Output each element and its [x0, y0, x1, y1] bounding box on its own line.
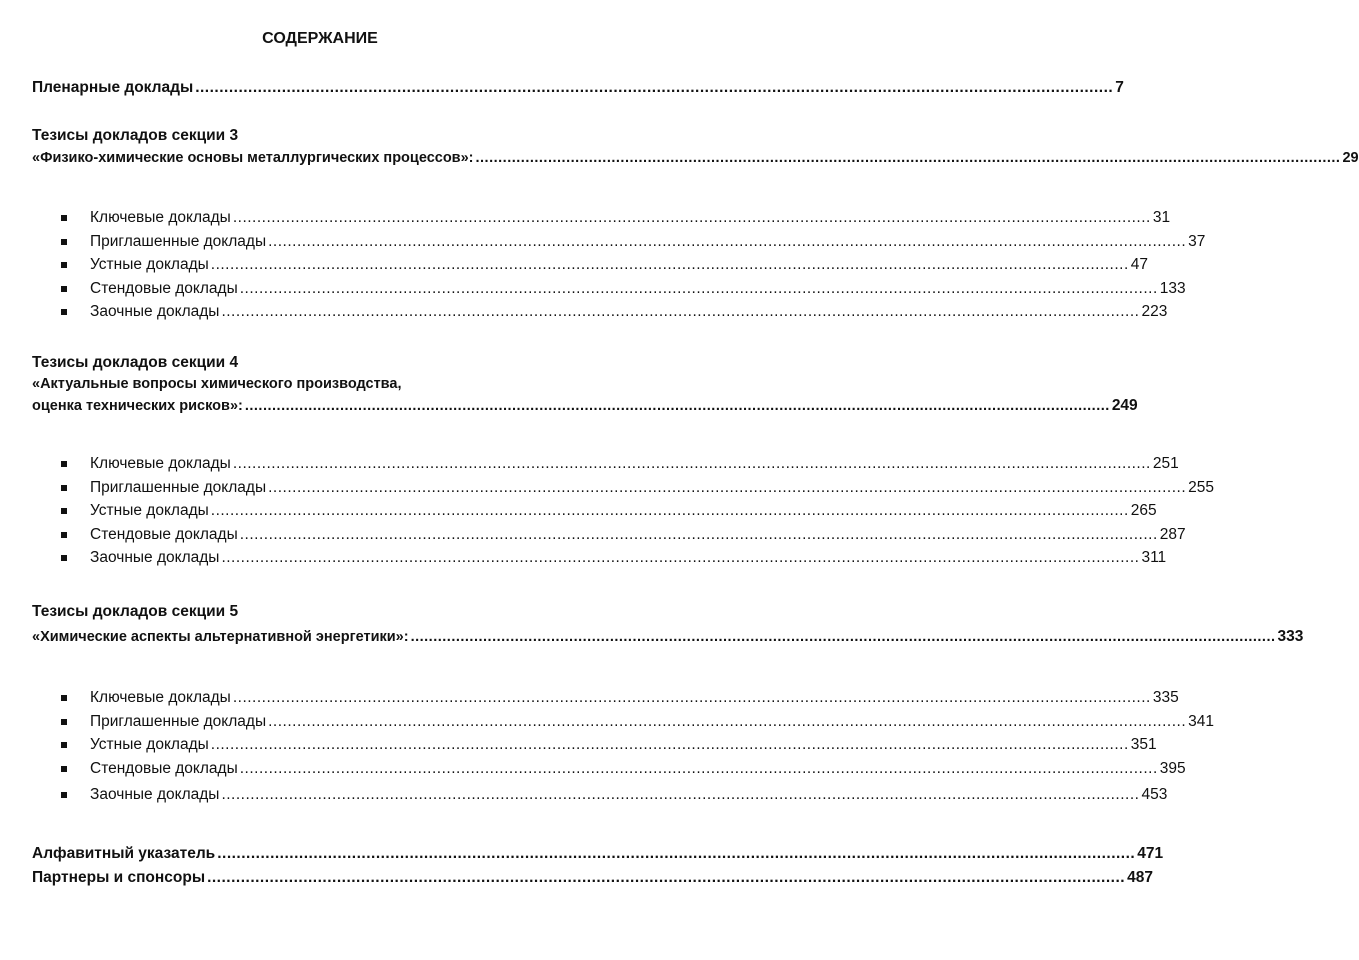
- toc-entry-section-5[interactable]: [32, 628, 1304, 646]
- dot-leader: ...............................................................................................................................................................................................: [475, 150, 1341, 166]
- page-title: СОДЕРЖАНИЕ: [262, 30, 378, 47]
- dot-leader: ...............................................................................................................................................................................................: [268, 233, 1187, 250]
- toc-page-number: 471: [1137, 845, 1164, 862]
- toc-label: оценка технических рисков»:: [32, 398, 243, 414]
- toc-entry-plenary[interactable]: [32, 79, 1124, 97]
- toc-page-number: 37: [1188, 233, 1206, 250]
- toc-item[interactable]: [90, 526, 1186, 544]
- dot-leader: ...............................................................................................................................................................................................: [221, 303, 1140, 320]
- bullet-icon: [61, 461, 67, 467]
- dot-leader: ...............................................................................................................................................................................................: [210, 502, 1129, 519]
- toc-item[interactable]: [90, 479, 1215, 497]
- bullet-icon: [61, 508, 67, 514]
- toc-page-number: 453: [1141, 786, 1168, 803]
- bullet-icon: [61, 792, 67, 798]
- toc-label: Стендовые доклады: [90, 526, 238, 543]
- toc-label: «Физико-химические основы металлургических процессов»:: [32, 150, 474, 166]
- toc-page-number: 47: [1130, 256, 1149, 273]
- section-3-heading: Тезисы докладов секции 3: [32, 127, 239, 144]
- toc-item[interactable]: [90, 760, 1186, 778]
- bullet-icon: [61, 766, 67, 772]
- toc-label: Ключевые доклады: [90, 689, 231, 706]
- toc-label: Ключевые доклады: [90, 455, 231, 472]
- toc-item[interactable]: [90, 280, 1186, 298]
- toc-item[interactable]: [90, 736, 1157, 754]
- toc-page-number: 133: [1159, 280, 1186, 297]
- toc-label: Стендовые доклады: [90, 280, 238, 297]
- toc-page-number: 223: [1141, 303, 1168, 320]
- toc-page-number: 395: [1159, 760, 1186, 777]
- toc-page-number: 249: [1111, 397, 1138, 414]
- bullet-icon: [61, 555, 67, 561]
- toc-label: Заочные доклады: [90, 786, 220, 803]
- toc-page-number: 265: [1130, 502, 1157, 519]
- toc-item[interactable]: [90, 209, 1171, 227]
- toc-entry-index[interactable]: [32, 845, 1164, 863]
- dot-leader: ...............................................................................................................................................................................................: [217, 845, 1136, 862]
- toc-page-number: 341: [1188, 713, 1215, 730]
- toc-label: Устные доклады: [90, 736, 209, 753]
- toc-label: Ключевые доклады: [90, 209, 231, 226]
- toc-page-number: 335: [1152, 689, 1179, 706]
- toc-label: Устные доклады: [90, 256, 209, 273]
- dot-leader: ...............................................................................................................................................................................................: [207, 869, 1126, 886]
- bullet-icon: [61, 742, 67, 748]
- toc-label: Стендовые доклады: [90, 760, 238, 777]
- toc-label: Пленарные доклады: [32, 79, 194, 96]
- toc-page-number: 487: [1127, 869, 1153, 886]
- toc-item[interactable]: [90, 689, 1179, 707]
- bullet-icon: [61, 485, 67, 491]
- bullet-icon: [61, 215, 67, 221]
- section-4-heading: Тезисы докладов секции 4: [32, 354, 239, 371]
- bullet-icon: [61, 286, 67, 292]
- dot-leader: ...............................................................................................................................................................................................: [195, 79, 1114, 96]
- toc-label: Приглашенные доклады: [90, 479, 267, 496]
- toc-entry-section-4[interactable]: [32, 397, 1138, 415]
- dot-leader: ...............................................................................................................................................................................................: [239, 526, 1158, 543]
- toc-item[interactable]: [90, 786, 1168, 804]
- toc-page-number: 255: [1188, 479, 1215, 496]
- section-5-heading: Тезисы докладов секции 5: [32, 603, 239, 620]
- bullet-icon: [61, 309, 67, 315]
- toc-label: Заочные доклады: [90, 303, 220, 320]
- toc-item[interactable]: [90, 303, 1168, 321]
- dot-leader: ...............................................................................................................................................................................................: [244, 398, 1110, 414]
- toc-label: Приглашенные доклады: [90, 713, 267, 730]
- bullet-icon: [61, 239, 67, 245]
- dot-leader: ...............................................................................................................................................................................................: [232, 689, 1151, 706]
- bullet-icon: [61, 695, 67, 701]
- toc-page-number: 29: [1342, 150, 1359, 166]
- toc-label: Партнеры и спонсоры: [32, 869, 206, 886]
- bullet-icon: [61, 532, 67, 538]
- dot-leader: ...............................................................................................................................................................................................: [410, 629, 1276, 645]
- dot-leader: ...............................................................................................................................................................................................: [239, 760, 1158, 777]
- section-4-subtitle: «Актуальные вопросы химического производства,: [32, 376, 402, 392]
- toc-label: Заочные доклады: [90, 549, 220, 566]
- toc-page-number: 333: [1277, 628, 1304, 645]
- toc-item[interactable]: [90, 502, 1157, 520]
- toc-page-number: 251: [1152, 455, 1179, 472]
- dot-leader: ...............................................................................................................................................................................................: [221, 786, 1140, 803]
- toc-entry-partners[interactable]: [32, 869, 1153, 887]
- toc-label: Приглашенные доклады: [90, 233, 267, 250]
- toc-page-number: 7: [1115, 79, 1124, 96]
- bullet-icon: [61, 262, 67, 268]
- dot-leader: ...............................................................................................................................................................................................: [239, 280, 1158, 297]
- toc-page-number: 287: [1159, 526, 1186, 543]
- dot-leader: ...............................................................................................................................................................................................: [268, 713, 1187, 730]
- toc-item[interactable]: [90, 455, 1179, 473]
- toc-item[interactable]: [90, 233, 1206, 251]
- toc-page-number: 31: [1152, 209, 1171, 226]
- toc-item[interactable]: [90, 549, 1167, 567]
- dot-leader: ...............................................................................................................................................................................................: [210, 736, 1129, 753]
- dot-leader: ...............................................................................................................................................................................................: [268, 479, 1187, 496]
- toc-label: Алфавитный указатель: [32, 845, 216, 862]
- toc-page-number: 311: [1141, 549, 1167, 566]
- toc-page-number: 351: [1130, 736, 1157, 753]
- dot-leader: ...............................................................................................................................................................................................: [221, 549, 1140, 566]
- toc-label: «Химические аспекты альтернативной энергетики»:: [32, 629, 409, 645]
- dot-leader: ...............................................................................................................................................................................................: [232, 455, 1151, 472]
- toc-item[interactable]: [90, 256, 1149, 274]
- dot-leader: ...............................................................................................................................................................................................: [210, 256, 1129, 273]
- bullet-icon: [61, 719, 67, 725]
- toc-label: Устные доклады: [90, 502, 209, 519]
- dot-leader: ...............................................................................................................................................................................................: [232, 209, 1151, 226]
- toc-item[interactable]: [90, 713, 1215, 731]
- toc-entry-section-3[interactable]: [32, 150, 1359, 166]
